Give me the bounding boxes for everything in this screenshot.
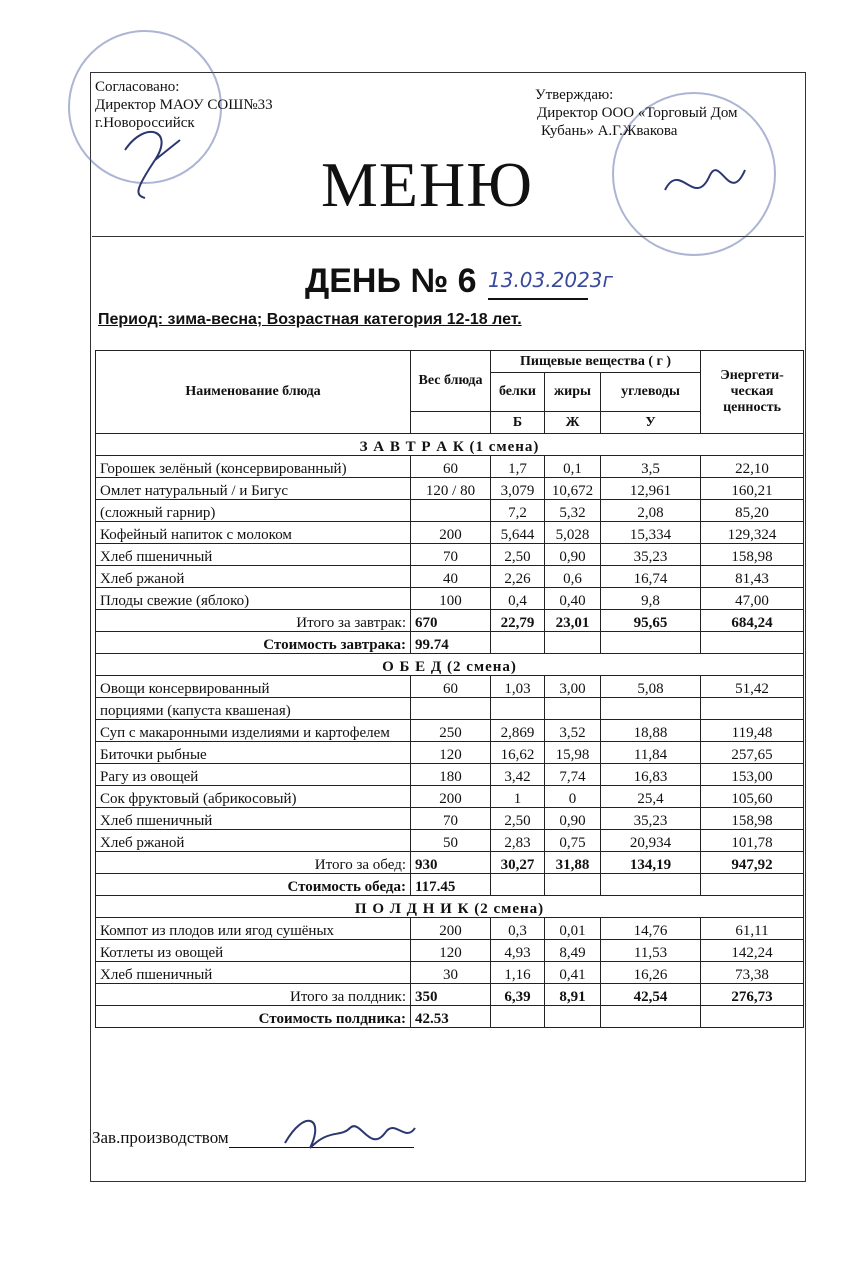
handwritten-date: 13.03.2023г xyxy=(488,268,588,300)
dish-name: Кофейный напиток с молоком xyxy=(96,522,411,544)
table-row xyxy=(96,962,804,984)
value-cell: 8,49 xyxy=(545,940,601,962)
empty-cell xyxy=(701,1006,804,1028)
section-title: О Б Е Д (2 смена) xyxy=(96,654,804,676)
value-cell: 16,83 xyxy=(601,764,701,786)
value-cell: 180 xyxy=(411,764,491,786)
value-cell: 0,90 xyxy=(545,808,601,830)
value-cell: 200 xyxy=(411,918,491,940)
approval-right xyxy=(535,86,738,140)
table-row xyxy=(96,830,804,852)
value-cell: 70 xyxy=(411,544,491,566)
period-line: Период: зима-весна; Возрастная категория 12-18 лет. xyxy=(98,311,522,328)
value-cell: 15,98 xyxy=(545,742,601,764)
value-cell: 61,11 xyxy=(701,918,804,940)
dish-name: Биточки рыбные xyxy=(96,742,411,764)
total-label: Итого за завтрак: xyxy=(96,610,411,632)
cost-label: Стоимость полдника: xyxy=(96,1006,411,1028)
menu-body xyxy=(96,434,804,1028)
total-value: 276,73 xyxy=(701,984,804,1006)
dish-name: Хлеб ржаной xyxy=(96,566,411,588)
section-title: П О Л Д Н И К (2 смена) xyxy=(96,896,804,918)
dish-name: порциями (капуста квашеная) xyxy=(96,698,411,720)
table-row xyxy=(96,500,804,522)
table-row xyxy=(96,588,804,610)
dish-name: (сложный гарнир) xyxy=(96,500,411,522)
value-cell: 105,60 xyxy=(701,786,804,808)
dish-name: Хлеб пшеничный xyxy=(96,544,411,566)
table-row xyxy=(96,940,804,962)
value-cell: 153,00 xyxy=(701,764,804,786)
value-cell: 3,42 xyxy=(491,764,545,786)
table-row xyxy=(96,566,804,588)
value-cell: 5,32 xyxy=(545,500,601,522)
dish-name: Компот из плодов или ягод сушёных xyxy=(96,918,411,940)
empty-cell xyxy=(545,874,601,896)
cost-value: 42.53 xyxy=(411,1006,491,1028)
header-fat-abbr: Ж xyxy=(545,412,601,434)
header-fat: жиры xyxy=(545,373,601,412)
table-row xyxy=(96,918,804,940)
value-cell: 7,74 xyxy=(545,764,601,786)
empty-cell xyxy=(601,874,701,896)
value-cell: 3,52 xyxy=(545,720,601,742)
value-cell: 120 xyxy=(411,742,491,764)
footer-label: Зав.производством xyxy=(92,1128,229,1147)
value-cell: 15,334 xyxy=(601,522,701,544)
cost-row xyxy=(96,632,804,654)
value-cell: 158,98 xyxy=(701,544,804,566)
value-cell: 0,75 xyxy=(545,830,601,852)
header-protein-abbr: Б xyxy=(491,412,545,434)
total-value: 6,39 xyxy=(491,984,545,1006)
value-cell: 119,48 xyxy=(701,720,804,742)
approval-left-line: Согласовано: xyxy=(95,79,180,95)
value-cell: 2,50 xyxy=(491,544,545,566)
value-cell: 2,08 xyxy=(601,500,701,522)
value-cell: 100 xyxy=(411,588,491,610)
value-cell: 14,76 xyxy=(601,918,701,940)
empty-cell xyxy=(545,1006,601,1028)
section-title: З А В Т Р А К (1 смена) xyxy=(96,434,804,456)
value-cell: 257,65 xyxy=(701,742,804,764)
table-row xyxy=(96,478,804,500)
approval-right-line: Директор ООО «Торговый Дом xyxy=(537,105,738,121)
value-cell: 9,8 xyxy=(601,588,701,610)
value-cell xyxy=(411,500,491,522)
cost-label: Стоимость завтрака: xyxy=(96,632,411,654)
total-value: 8,91 xyxy=(545,984,601,1006)
total-row xyxy=(96,852,804,874)
value-cell: 2,50 xyxy=(491,808,545,830)
value-cell: 11,53 xyxy=(601,940,701,962)
total-value: 350 xyxy=(411,984,491,1006)
value-cell: 11,84 xyxy=(601,742,701,764)
dish-name: Горошек зелёный (консервированный) xyxy=(96,456,411,478)
value-cell: 0,1 xyxy=(545,456,601,478)
total-value: 947,92 xyxy=(701,852,804,874)
value-cell: 3,079 xyxy=(491,478,545,500)
cost-row xyxy=(96,874,804,896)
value-cell: 1,03 xyxy=(491,676,545,698)
empty-cell xyxy=(491,1006,545,1028)
page-title: МЕНЮ xyxy=(321,149,533,220)
section-header-row xyxy=(96,654,804,676)
value-cell: 35,23 xyxy=(601,544,701,566)
total-value: 23,01 xyxy=(545,610,601,632)
total-value: 30,27 xyxy=(491,852,545,874)
value-cell: 30 xyxy=(411,962,491,984)
total-label: Итого за обед: xyxy=(96,852,411,874)
day-label: ДЕНЬ № 6 xyxy=(305,262,477,300)
value-cell xyxy=(545,698,601,720)
total-value: 95,65 xyxy=(601,610,701,632)
value-cell: 101,78 xyxy=(701,830,804,852)
dish-name: Плоды свежие (яблоко) xyxy=(96,588,411,610)
value-cell: 160,21 xyxy=(701,478,804,500)
section-header-row xyxy=(96,896,804,918)
value-cell: 0,40 xyxy=(545,588,601,610)
value-cell: 60 xyxy=(411,676,491,698)
table-row xyxy=(96,456,804,478)
total-value: 42,54 xyxy=(601,984,701,1006)
value-cell: 22,10 xyxy=(701,456,804,478)
value-cell: 200 xyxy=(411,522,491,544)
cost-value: 117.45 xyxy=(411,874,491,896)
value-cell: 5,028 xyxy=(545,522,601,544)
value-cell: 129,324 xyxy=(701,522,804,544)
value-cell: 47,00 xyxy=(701,588,804,610)
table-row xyxy=(96,698,804,720)
value-cell: 2,26 xyxy=(491,566,545,588)
total-value: 134,19 xyxy=(601,852,701,874)
header-weight-blank xyxy=(411,412,491,434)
empty-cell xyxy=(601,1006,701,1028)
value-cell xyxy=(701,698,804,720)
empty-cell xyxy=(491,632,545,654)
dish-name: Хлеб пшеничный xyxy=(96,962,411,984)
value-cell: 120 / 80 xyxy=(411,478,491,500)
value-cell xyxy=(601,698,701,720)
empty-cell xyxy=(491,874,545,896)
value-cell: 51,42 xyxy=(701,676,804,698)
value-cell: 3,00 xyxy=(545,676,601,698)
menu-table xyxy=(95,350,804,1028)
value-cell: 16,26 xyxy=(601,962,701,984)
value-cell: 250 xyxy=(411,720,491,742)
value-cell: 0,01 xyxy=(545,918,601,940)
table-row xyxy=(96,742,804,764)
value-cell: 25,4 xyxy=(601,786,701,808)
value-cell: 0,41 xyxy=(545,962,601,984)
empty-cell xyxy=(545,632,601,654)
manager-signature xyxy=(280,1108,420,1168)
value-cell: 5,08 xyxy=(601,676,701,698)
approval-right-line: Утверждаю: xyxy=(535,87,614,103)
table-row xyxy=(96,544,804,566)
value-cell xyxy=(491,698,545,720)
value-cell: 10,672 xyxy=(545,478,601,500)
value-cell: 4,93 xyxy=(491,940,545,962)
value-cell: 1,16 xyxy=(491,962,545,984)
value-cell: 1,7 xyxy=(491,456,545,478)
value-cell: 35,23 xyxy=(601,808,701,830)
cost-row xyxy=(96,1006,804,1028)
value-cell: 0,4 xyxy=(491,588,545,610)
table-row xyxy=(96,522,804,544)
value-cell: 70 xyxy=(411,808,491,830)
value-cell: 200 xyxy=(411,786,491,808)
value-cell: 81,43 xyxy=(701,566,804,588)
value-cell: 16,62 xyxy=(491,742,545,764)
value-cell: 0,3 xyxy=(491,918,545,940)
value-cell: 0,90 xyxy=(545,544,601,566)
value-cell: 40 xyxy=(411,566,491,588)
divider xyxy=(92,236,804,237)
table-row xyxy=(96,786,804,808)
value-cell: 0,6 xyxy=(545,566,601,588)
total-value: 930 xyxy=(411,852,491,874)
table-row xyxy=(96,808,804,830)
header-carbs: углеводы xyxy=(601,373,701,412)
cost-label: Стоимость обеда: xyxy=(96,874,411,896)
value-cell: 0 xyxy=(545,786,601,808)
value-cell: 2,869 xyxy=(491,720,545,742)
value-cell: 73,38 xyxy=(701,962,804,984)
value-cell: 3,5 xyxy=(601,456,701,478)
empty-cell xyxy=(601,632,701,654)
header-nutrients: Пищевые вещества ( г ) xyxy=(491,351,701,373)
value-cell: 120 xyxy=(411,940,491,962)
value-cell: 12,961 xyxy=(601,478,701,500)
value-cell: 85,20 xyxy=(701,500,804,522)
dish-name: Хлеб пшеничный xyxy=(96,808,411,830)
total-value: 31,88 xyxy=(545,852,601,874)
value-cell xyxy=(411,698,491,720)
value-cell: 20,934 xyxy=(601,830,701,852)
section-header-row xyxy=(96,434,804,456)
header-carbs-abbr: У xyxy=(601,412,701,434)
total-row xyxy=(96,984,804,1006)
dish-name: Хлеб ржаной xyxy=(96,830,411,852)
approval-left-line: г.Новороссийск xyxy=(95,115,195,131)
value-cell: 16,74 xyxy=(601,566,701,588)
empty-cell xyxy=(701,874,804,896)
value-cell: 142,24 xyxy=(701,940,804,962)
table-row xyxy=(96,676,804,698)
total-value: 22,79 xyxy=(491,610,545,632)
header-name: Наименование блюда xyxy=(96,351,411,434)
total-value: 670 xyxy=(411,610,491,632)
dish-name: Сок фруктовый (абрикосовый) xyxy=(96,786,411,808)
dish-name: Суп с макаронными изделиями и картофелем xyxy=(96,720,411,742)
approval-right-line: Кубань» А.Г.Жвакова xyxy=(541,123,678,139)
value-cell: 50 xyxy=(411,830,491,852)
empty-cell xyxy=(701,632,804,654)
total-row xyxy=(96,610,804,632)
total-label: Итого за полдник: xyxy=(96,984,411,1006)
value-cell: 5,644 xyxy=(491,522,545,544)
dish-name: Рагу из овощей xyxy=(96,764,411,786)
cost-value: 99.74 xyxy=(411,632,491,654)
table-row xyxy=(96,720,804,742)
table-row xyxy=(96,764,804,786)
dish-name: Котлеты из овощей xyxy=(96,940,411,962)
value-cell: 158,98 xyxy=(701,808,804,830)
value-cell: 7,2 xyxy=(491,500,545,522)
dish-name: Омлет натуральный / и Бигус xyxy=(96,478,411,500)
value-cell: 60 xyxy=(411,456,491,478)
header-weight: Вес блюда xyxy=(411,351,491,412)
value-cell: 2,83 xyxy=(491,830,545,852)
header-protein: белки xyxy=(491,373,545,412)
total-value: 684,24 xyxy=(701,610,804,632)
approval-left-line: Директор МАОУ СОШ№33 xyxy=(95,97,273,113)
header-energy: Энергети-ческая ценность xyxy=(701,351,804,434)
dish-name: Овощи консервированный xyxy=(96,676,411,698)
value-cell: 1 xyxy=(491,786,545,808)
value-cell: 18,88 xyxy=(601,720,701,742)
